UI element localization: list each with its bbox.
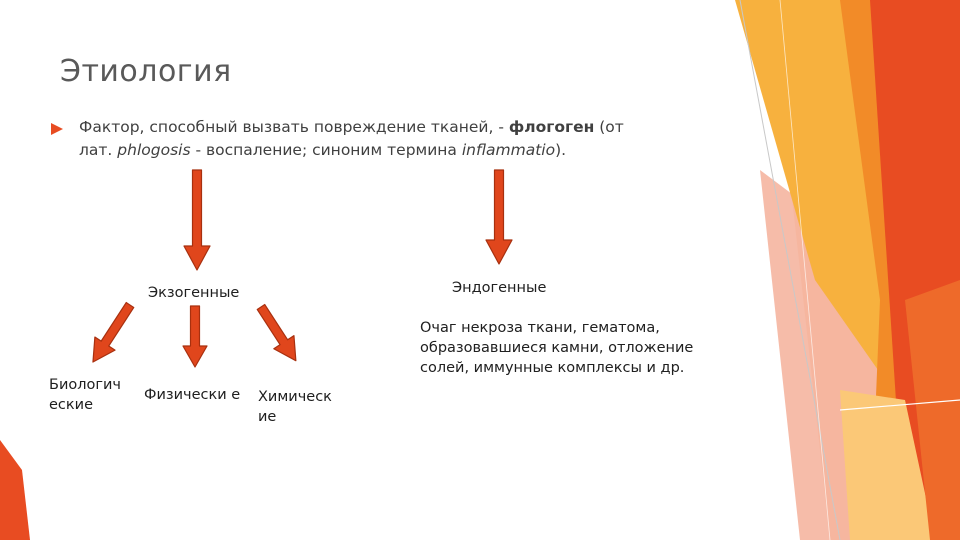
bullet-text-part3: - воспаление; синоним термина	[190, 141, 462, 159]
arrow-to-chemical	[251, 300, 306, 367]
bullet-text-part1: Фактор, способный вызвать повреждение тканей, -	[79, 118, 509, 136]
label-physical: Физически е	[144, 387, 241, 403]
bullet-text-part2: (от лат.	[79, 118, 624, 159]
label-biological: Биологич еские	[49, 377, 121, 413]
label-exogenous: Экзогенные	[148, 285, 240, 301]
bold-term: флогоген	[508, 118, 595, 136]
arrow-to-biological	[83, 298, 140, 368]
arrow-down-endogenous	[486, 170, 512, 264]
label-endogenous: Эндогенные	[452, 280, 547, 296]
endogenous-description: Очаг некроза ткани, гематома, образовавшиеся камни, отложение солей, иммунные комплексы и др.	[420, 320, 694, 376]
slide-title: Этиология	[60, 54, 232, 89]
arrow-down-exogenous	[184, 170, 210, 270]
latin-term: inflammatio	[461, 141, 556, 159]
bullet-text-part4: ).	[555, 141, 567, 159]
label-chemical: Химическ ие	[258, 389, 332, 425]
latin-word: phlogosis	[117, 141, 191, 159]
arrow-to-physical	[183, 306, 207, 367]
